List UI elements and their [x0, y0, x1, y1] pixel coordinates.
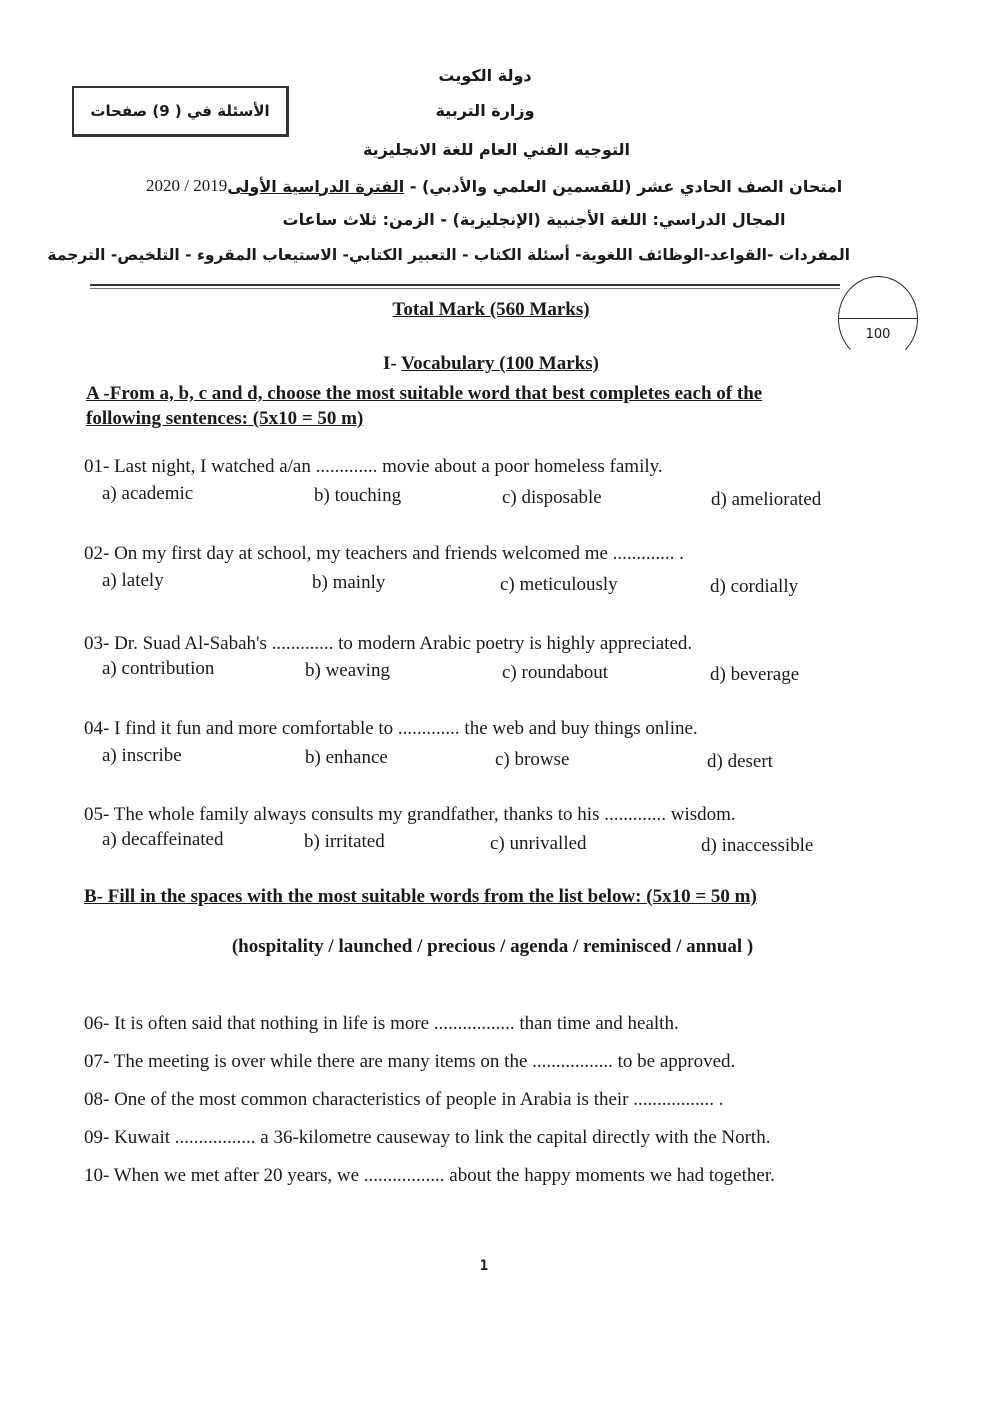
question-04: 04- I find it fun and more comfortable to ............. the web and buy things online. [84, 718, 698, 739]
header-divider-secondary [90, 288, 840, 289]
exam-title-main: امتحان الصف الحادي عشر (للقسمين العلمي والأدبي) - [404, 176, 843, 196]
total-mark-heading: Total Mark (560 Marks) [392, 299, 590, 320]
section-name: Vocabulary (100 Marks) [401, 353, 599, 374]
question-10: 10- When we met after 20 years, we ................. about the happy moments we had together. [84, 1165, 775, 1186]
question-03: 03- Dr. Suad Al-Sabah's ............. to modern Arabic poetry is highly appreciated. [84, 633, 693, 654]
q02-option-c: c) meticulously [500, 574, 618, 595]
q01-option-c: c) disposable [502, 487, 602, 508]
part-a-instruction-line2: following sentences: (5x10 = 50 m) [86, 408, 364, 429]
q05-option-a: a) decaffeinated [102, 829, 224, 850]
exam-year: 2020 / 2019 [146, 176, 228, 195]
q03-option-b: b) weaving [305, 660, 390, 681]
score-max-value: 100 [865, 327, 891, 342]
q01-option-b: b) touching [314, 485, 402, 506]
page-count-text: الأسئلة في ( 9) صفحات [90, 102, 270, 120]
question-05: 05- The whole family always consults my grandfather, thanks to his ............. wisdom. [84, 804, 736, 825]
ministry-title: وزارة التربية [435, 101, 535, 120]
department-title: التوجيه الفني العام للغة الانجليزية [362, 140, 630, 159]
q02-option-d: d) cordially [710, 576, 799, 597]
q05-option-b: b) irritated [304, 831, 385, 852]
q03-option-c: c) roundabout [502, 662, 609, 683]
q03-option-d: d) beverage [710, 664, 800, 685]
header-divider [90, 284, 840, 286]
question-01: 01- Last night, I watched a/an ............. movie about a poor homeless family. [84, 456, 663, 477]
question-02: 02- On my first day at school, my teachers and friends welcomed me ............. . [84, 543, 684, 564]
exam-title-period: الفترة الدراسية الأولى [227, 176, 405, 196]
part-a-instruction-line1: A -From a, b, c and d, choose the most suitable word that best completes each of the [86, 383, 763, 404]
section-number: I- [383, 353, 402, 374]
word-list: (hospitality / launched / precious / agenda / reminisced / annual ) [231, 936, 754, 957]
sections-line: المفردات -القواعد-الوظائف اللغوية- أسئلة الكتاب - التعبير الكتابي- الاستيعاب المقروء - التلخيص- الترجمة [47, 246, 850, 264]
q05-option-c: c) unrivalled [490, 833, 587, 854]
q03-option-a: a) contribution [102, 658, 215, 679]
question-09: 09- Kuwait ................. a 36-kilometre causeway to link the capital directly with the North. [84, 1127, 771, 1148]
q04-option-a: a) inscribe [102, 745, 182, 766]
q04-option-b: b) enhance [305, 747, 388, 768]
q02-option-a: a) lately [102, 570, 164, 591]
q02-option-b: b) mainly [312, 572, 386, 593]
q04-option-c: c) browse [495, 749, 570, 770]
subject-line: المجال الدراسي: اللغة الأجنبية (الإنجليزية) - الزمن: ثلاث ساعات [282, 210, 786, 229]
country-title: دولة الكويت [438, 66, 532, 85]
exam-title-line [146, 176, 843, 196]
section-title [0, 353, 982, 375]
part-b-instruction: B- Fill in the spaces with the most suitable words from the list below: (5x10 = 50 m) [84, 886, 757, 907]
q04-option-d: d) desert [707, 751, 773, 772]
q01-option-a: a) academic [102, 483, 194, 504]
q05-option-d: d) inaccessible [701, 835, 814, 856]
question-08: 08- One of the most common characteristics of people in Arabia is their ................. . [84, 1089, 724, 1110]
question-06: 06- It is often said that nothing in life is more ................. than time and health. [84, 1013, 679, 1034]
page-number: 1 [479, 1258, 489, 1274]
q01-option-d: d) ameliorated [711, 489, 822, 510]
question-07: 07- The meeting is over while there are many items on the ................. to be approved. [84, 1051, 736, 1072]
